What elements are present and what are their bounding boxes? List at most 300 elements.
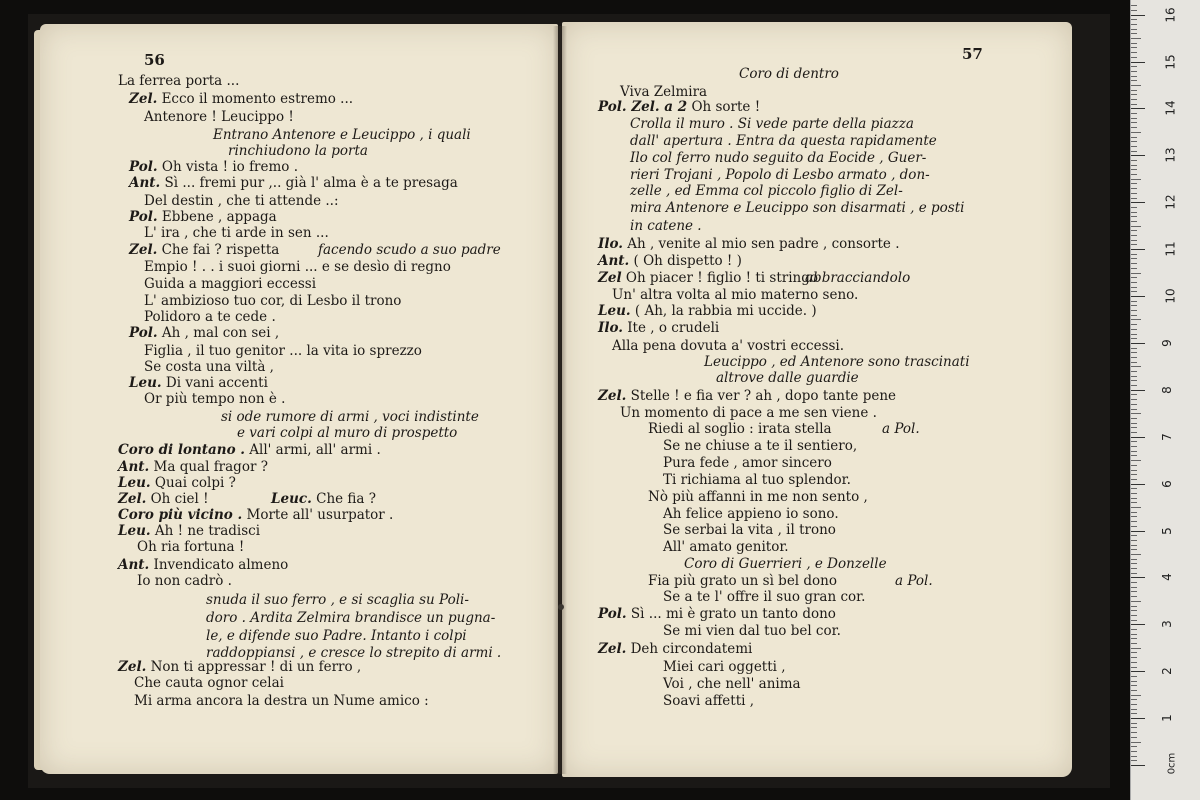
speaker-name: Ilo. — [598, 236, 623, 252]
verse-line — [137, 539, 244, 555]
ruler-tick — [1131, 183, 1137, 184]
ruler-tick — [1131, 90, 1137, 91]
speaker-name: Ant. — [129, 175, 161, 191]
ruler-tick — [1131, 441, 1137, 442]
ruler-tick — [1131, 254, 1137, 255]
ruler-tick — [1131, 47, 1137, 48]
ruler-tick — [1131, 296, 1145, 297]
ruler-tick — [1131, 460, 1141, 461]
ruler-tick — [1131, 85, 1141, 86]
speaker-name: Leu. — [118, 523, 151, 539]
verse-line — [118, 659, 361, 675]
ruler-tick — [1131, 99, 1137, 100]
verse-line — [663, 693, 754, 709]
line-text: ( Ah, la rabbia mi uccide. ) — [634, 303, 817, 319]
ruler-number: 14 — [1163, 100, 1178, 117]
line-text: Invendicato almeno — [153, 557, 289, 573]
stage-direction — [206, 628, 467, 644]
ruler-tick — [1131, 249, 1145, 250]
line-text: Miei cari oggetti , — [663, 659, 786, 675]
line-text: snuda il suo ferro , e si scaglia su Poli- — [206, 592, 469, 608]
ruler-tick — [1131, 29, 1137, 30]
line-text: L' ambizioso tuo cor, di Lesbo il trono — [144, 293, 402, 309]
ruler-tick — [1131, 657, 1137, 658]
verse-line — [663, 539, 789, 555]
stage-direction — [228, 143, 368, 159]
line-text: Fia più grato un sì bel dono — [648, 573, 838, 589]
line-text: Leucippo , ed Antenore sono trascinati — [704, 354, 970, 370]
verse-line — [129, 175, 458, 191]
speaker-name: Coro più vicino . — [118, 507, 243, 523]
ruler-tick — [1131, 376, 1137, 377]
line-text: zelle , ed Emma col piccolo figlio di Zel- — [630, 183, 903, 199]
verse-line — [663, 438, 857, 454]
ruler-tick — [1131, 610, 1137, 611]
ruler-tick — [1131, 648, 1141, 649]
ruler-tick — [1131, 301, 1137, 302]
speaker-name: Zel. — [129, 91, 158, 107]
ruler-tick — [1131, 746, 1137, 747]
verse-line — [598, 606, 836, 622]
measuring-ruler — [1130, 0, 1200, 800]
verse-line — [118, 475, 236, 491]
ruler-tick — [1131, 268, 1137, 269]
line-text: Ite , o crudeli — [627, 320, 720, 336]
verse-line — [118, 557, 288, 573]
ruler-tick — [1131, 591, 1137, 592]
ruler-tick — [1131, 366, 1141, 367]
ruler-tick — [1131, 554, 1141, 555]
line-text: Ah felice appieno io sono. — [663, 506, 839, 522]
line-text: Oh ria fortuna ! — [137, 539, 245, 555]
ruler-tick — [1131, 362, 1137, 363]
line-text: Un' altra volta al mio materno seno. — [612, 287, 859, 303]
ruler-tick — [1131, 230, 1137, 231]
stage-direction — [630, 133, 937, 149]
ruler-number: 11 — [1163, 241, 1178, 257]
verse-line — [271, 491, 376, 507]
verse-line — [118, 442, 381, 458]
ruler-tick — [1131, 451, 1137, 452]
ruler-tick — [1131, 343, 1145, 344]
ruler-tick — [1131, 507, 1141, 508]
line-text: mira Antenore e Leucippo son disarmati , e posti — [630, 200, 965, 216]
ruler-tick — [1131, 423, 1137, 424]
stage-direction — [206, 592, 469, 608]
ruler-tick — [1131, 545, 1137, 546]
verse-line — [598, 641, 752, 657]
ruler-tick — [1131, 113, 1137, 114]
verse-line — [144, 276, 316, 292]
verse-line — [598, 253, 742, 269]
line-text: Se serbai la vita , il trono — [663, 522, 836, 538]
ruler-tick — [1131, 151, 1137, 152]
ruler-tick — [1131, 212, 1137, 213]
verse-line — [663, 623, 841, 639]
verse-line — [144, 343, 422, 359]
ruler-tick — [1131, 535, 1137, 536]
line-text: Antenore ! Leucippo ! — [144, 109, 294, 125]
line-text: Or più tempo non è . — [144, 391, 286, 407]
ruler-unit-label: 0cm — [1166, 752, 1178, 775]
verse-line — [129, 242, 279, 258]
line-text: Del destin , che ti attende ..: — [144, 193, 339, 209]
ruler-tick — [1131, 699, 1137, 700]
verse-line — [144, 225, 329, 241]
ruler-tick — [1131, 568, 1137, 569]
ruler-tick — [1131, 437, 1145, 438]
verse-line — [144, 309, 276, 325]
ruler-number: 15 — [1163, 53, 1178, 70]
ruler-tick — [1131, 380, 1137, 381]
ruler-tick — [1131, 488, 1137, 489]
line-text: Polidoro a te cede . — [144, 309, 276, 325]
line-text: Io non cadrò . — [137, 573, 232, 589]
verse-line — [144, 359, 274, 375]
ruler-tick — [1131, 62, 1145, 63]
ruler-tick — [1131, 202, 1145, 203]
stage-direction — [630, 200, 964, 216]
ruler-tick — [1131, 310, 1137, 311]
ruler-tick — [1131, 33, 1137, 34]
line-text: Ah , venite al mio sen padre , consorte . — [627, 236, 900, 252]
line-text: Voi , che nell' anima — [663, 676, 801, 692]
line-text: Guida a maggiori eccessi — [144, 276, 317, 292]
verse-line — [144, 259, 451, 275]
ruler-tick — [1131, 596, 1137, 597]
binding-thread-hole — [558, 604, 564, 610]
line-text: Ti richiama al tuo splendor. — [663, 472, 851, 488]
verse-line — [118, 507, 393, 523]
stage-direction — [805, 270, 910, 286]
line-text: Se costa una viltà , — [144, 359, 274, 375]
ruler-tick — [1131, 577, 1145, 578]
verse-line — [598, 320, 719, 336]
ruler-tick — [1131, 399, 1137, 400]
verse-line — [118, 523, 260, 539]
ruler-tick — [1131, 484, 1145, 485]
ruler-tick — [1131, 709, 1137, 710]
line-text: Ma qual fragor ? — [153, 459, 268, 475]
line-text: Quai colpi ? — [154, 475, 236, 491]
line-text: Nò più affanni in me non sento , — [648, 489, 868, 505]
line-text: e vari colpi al muro di prospetto — [237, 425, 458, 441]
ruler-tick — [1131, 531, 1145, 532]
ruler-tick — [1131, 216, 1137, 217]
line-text: Coro di dentro — [739, 66, 839, 82]
verse-line — [598, 236, 900, 252]
line-text: Ecco il momento estremo ... — [161, 91, 354, 107]
line-text: Soavi affetti , — [663, 693, 755, 709]
ruler-tick — [1131, 287, 1137, 288]
ruler-tick — [1131, 188, 1137, 189]
ruler-tick — [1131, 690, 1137, 691]
stage-direction — [716, 370, 859, 386]
ruler-tick — [1131, 198, 1137, 199]
page-number: 57 — [962, 45, 983, 63]
verse-line — [129, 209, 277, 225]
line-text: le, e difende suo Padre. Intanto i colpi — [206, 628, 467, 644]
verse-line — [598, 270, 818, 286]
ruler-tick — [1131, 174, 1137, 175]
ruler-tick — [1131, 10, 1137, 11]
ruler-number: 1 — [1159, 714, 1174, 722]
ruler-number: 10 — [1163, 288, 1178, 304]
ruler-tick — [1131, 606, 1137, 607]
ruler-tick — [1131, 512, 1137, 513]
stage-direction — [206, 610, 495, 626]
ruler-tick — [1131, 573, 1137, 574]
verse-line — [663, 472, 851, 488]
ruler-tick — [1131, 713, 1137, 714]
ruler-tick — [1131, 629, 1137, 630]
ruler-tick — [1131, 587, 1137, 588]
ruler-tick — [1131, 38, 1141, 39]
speaker-name: Leu. — [129, 375, 162, 391]
ruler-tick — [1131, 751, 1137, 752]
stage-direction — [704, 354, 970, 370]
ruler-tick — [1131, 226, 1141, 227]
line-text: Viva Zelmira — [620, 84, 708, 100]
line-text: Ebbene , appaga — [161, 209, 277, 225]
ruler-tick — [1131, 57, 1137, 58]
line-text: a Pol. — [895, 573, 933, 589]
ruler-tick — [1131, 137, 1137, 138]
ruler-tick — [1131, 94, 1137, 95]
verse-line — [648, 421, 832, 437]
ruler-tick — [1131, 409, 1137, 410]
ruler-tick — [1131, 118, 1137, 119]
line-text: Se a te l' offre il suo gran cor. — [663, 589, 866, 605]
line-text: altrove dalle guardie — [716, 370, 859, 386]
book-gutter — [553, 26, 567, 774]
ruler-number: 9 — [1159, 339, 1174, 347]
ruler-tick — [1131, 418, 1137, 419]
ruler-tick — [1131, 582, 1137, 583]
ruler-tick — [1131, 502, 1137, 503]
line-text: Che fai ? rispetta — [161, 242, 280, 258]
ruler-tick — [1131, 160, 1137, 161]
ruler-tick — [1131, 348, 1137, 349]
ruler-tick — [1131, 71, 1137, 72]
speaker-name: Ant. — [598, 253, 630, 269]
ruler-tick — [1131, 765, 1145, 766]
line-text: Oh vista ! io fremo . — [161, 159, 299, 175]
ruler-tick — [1131, 273, 1141, 274]
ruler-tick — [1131, 404, 1137, 405]
stage-direction — [630, 150, 926, 166]
ruler-tick — [1131, 737, 1137, 738]
verse-line — [620, 84, 707, 100]
ruler-tick — [1131, 141, 1137, 142]
ruler-tick — [1131, 727, 1137, 728]
ruler-tick — [1131, 43, 1137, 44]
ruler-tick — [1131, 427, 1137, 428]
verse-line — [118, 459, 268, 475]
ruler-tick — [1131, 667, 1137, 668]
ruler-tick — [1131, 122, 1137, 123]
ruler-tick — [1131, 643, 1137, 644]
ruler-tick — [1131, 446, 1137, 447]
ruler-tick — [1131, 165, 1137, 166]
verse-line — [144, 193, 339, 209]
ruler-tick — [1131, 540, 1137, 541]
ruler-tick — [1131, 76, 1137, 77]
ruler-tick — [1131, 179, 1141, 180]
line-text: Se mi vien dal tuo bel cor. — [663, 623, 841, 639]
speaker-name: Pol. — [129, 325, 158, 341]
verse-line — [137, 573, 232, 589]
ruler-tick — [1131, 652, 1137, 653]
ruler-tick — [1131, 493, 1137, 494]
ruler-tick — [1131, 718, 1145, 719]
ruler-tick — [1131, 338, 1137, 339]
stage-direction — [684, 556, 887, 572]
ruler-tick — [1131, 352, 1137, 353]
ruler-tick — [1131, 662, 1137, 663]
verse-line — [118, 491, 209, 507]
ruler-tick — [1131, 465, 1137, 466]
ruler-tick — [1131, 104, 1137, 105]
speaker-name: Zel. — [598, 388, 627, 404]
ruler-tick — [1131, 634, 1137, 635]
ruler-tick — [1131, 601, 1141, 602]
line-text: Coro di Guerrieri , e Donzelle — [684, 556, 887, 572]
ruler-tick — [1131, 240, 1137, 241]
ruler-tick — [1131, 235, 1137, 236]
ruler-tick — [1131, 127, 1137, 128]
speaker-name: Zel. — [598, 641, 627, 657]
line-text: abbracciandolo — [805, 270, 911, 286]
ruler-tick — [1131, 394, 1137, 395]
line-text: doro . Ardita Zelmira brandisce un pugna- — [206, 610, 496, 626]
stage-direction — [237, 425, 457, 441]
ruler-tick — [1131, 291, 1137, 292]
speaker-name: Coro di lontano . — [118, 442, 245, 458]
verse-line — [144, 391, 285, 407]
ruler-number: 8 — [1159, 385, 1174, 394]
ruler-tick — [1131, 315, 1137, 316]
verse-line — [129, 325, 279, 341]
line-text: L' ira , che ti arde in sen ... — [144, 225, 329, 241]
speaker-name: Zel. — [118, 491, 147, 507]
speaker-name: Leu. — [118, 475, 151, 491]
verse-line — [134, 675, 284, 691]
line-text: Riedi al soglio : irata stella — [648, 421, 832, 437]
stage-direction — [895, 573, 933, 589]
line-text: Ah ! ne tradisci — [154, 523, 261, 539]
verse-line — [663, 589, 865, 605]
verse-line — [598, 99, 760, 115]
line-text: Non ti appressar ! di un ferro , — [150, 659, 362, 675]
verse-line — [612, 287, 858, 303]
line-text: Crolla il muro . Si vede parte della piazza — [630, 116, 914, 132]
ruler-tick — [1131, 66, 1137, 67]
line-text: Se ne chiuse a te il sentiero, — [663, 438, 858, 454]
line-text: Entrano Antenore e Leucippo , i quali — [213, 127, 471, 143]
ruler-tick — [1131, 357, 1137, 358]
line-text: Stelle ! e fia ver ? ah , dopo tante pene — [630, 388, 897, 404]
ruler-tick — [1131, 207, 1137, 208]
ruler-tick — [1131, 676, 1137, 677]
ruler-number: 3 — [1159, 620, 1174, 629]
ruler-tick — [1131, 695, 1141, 696]
ruler-tick — [1131, 413, 1141, 414]
line-text: si ode rumore di armi , voci indistinte — [221, 409, 479, 425]
ruler-tick — [1131, 521, 1137, 522]
speaker-name: Ant. — [118, 557, 150, 573]
line-text: Figlia , il tuo genitor ... la vita io sprezzo — [144, 343, 422, 359]
ruler-number: 2 — [1159, 667, 1174, 676]
ruler-tick — [1131, 305, 1137, 306]
ruler-tick — [1131, 319, 1141, 320]
ruler-tick — [1131, 760, 1137, 761]
ruler-tick — [1131, 516, 1137, 517]
verse-line — [663, 506, 839, 522]
line-text: Ah , mal con sei , — [161, 325, 280, 341]
line-text: Mi arma ancora la destra un Nume amico : — [134, 693, 429, 709]
speaker-name: Ant. — [118, 459, 150, 475]
verse-line — [612, 338, 844, 354]
verse-line — [648, 573, 837, 589]
line-text: Sì ... mi è grato un tanto dono — [630, 606, 836, 622]
speaker-name: Pol. — [129, 209, 158, 225]
ruler-number: 16 — [1163, 6, 1178, 23]
stage-direction — [221, 409, 479, 425]
line-text: in catene . — [630, 218, 702, 234]
verse-line — [144, 109, 294, 125]
ruler-tick — [1131, 671, 1145, 672]
verse-line — [663, 676, 801, 692]
line-text: Alla pena dovuta a' vostri eccessi. — [612, 338, 845, 354]
verse-line — [620, 405, 877, 421]
line-text: a Pol. — [882, 421, 920, 437]
ruler-tick — [1131, 624, 1145, 625]
ruler-tick — [1131, 108, 1145, 109]
verse-line — [129, 375, 268, 391]
ruler-tick — [1131, 756, 1137, 757]
ruler-number: 6 — [1159, 479, 1174, 488]
ruler-tick — [1131, 334, 1137, 335]
ruler-tick — [1131, 432, 1137, 433]
ruler-tick — [1131, 498, 1137, 499]
ruler-tick — [1131, 329, 1137, 330]
ruler-tick — [1131, 193, 1137, 194]
verse-line — [134, 693, 429, 709]
ruler-tick — [1131, 742, 1141, 743]
line-text: raddoppiansi , e cresce lo strepito di armi . — [206, 645, 502, 661]
verse-line — [118, 73, 239, 89]
verse-line — [129, 91, 353, 107]
ruler-number: 7 — [1159, 432, 1174, 441]
line-text: La ferrea porta ... — [118, 73, 240, 89]
ruler-tick — [1131, 244, 1137, 245]
ruler-tick — [1131, 704, 1137, 705]
verse-line — [144, 293, 401, 309]
speaker-name: Ilo. — [598, 320, 623, 336]
ruler-tick — [1131, 19, 1137, 20]
line-text: Di vani accenti — [165, 375, 268, 391]
line-text: Oh piacer ! figlio ! ti stringo — [625, 270, 818, 286]
ruler-tick — [1131, 282, 1137, 283]
ruler-tick — [1131, 455, 1137, 456]
stage-direction — [882, 421, 920, 437]
ruler-tick — [1131, 474, 1137, 475]
stage-direction — [630, 167, 930, 183]
ruler-tick — [1131, 24, 1137, 25]
speaker-name: Pol. Zel. a 2 — [598, 99, 688, 115]
ruler-number: 4 — [1159, 573, 1174, 582]
